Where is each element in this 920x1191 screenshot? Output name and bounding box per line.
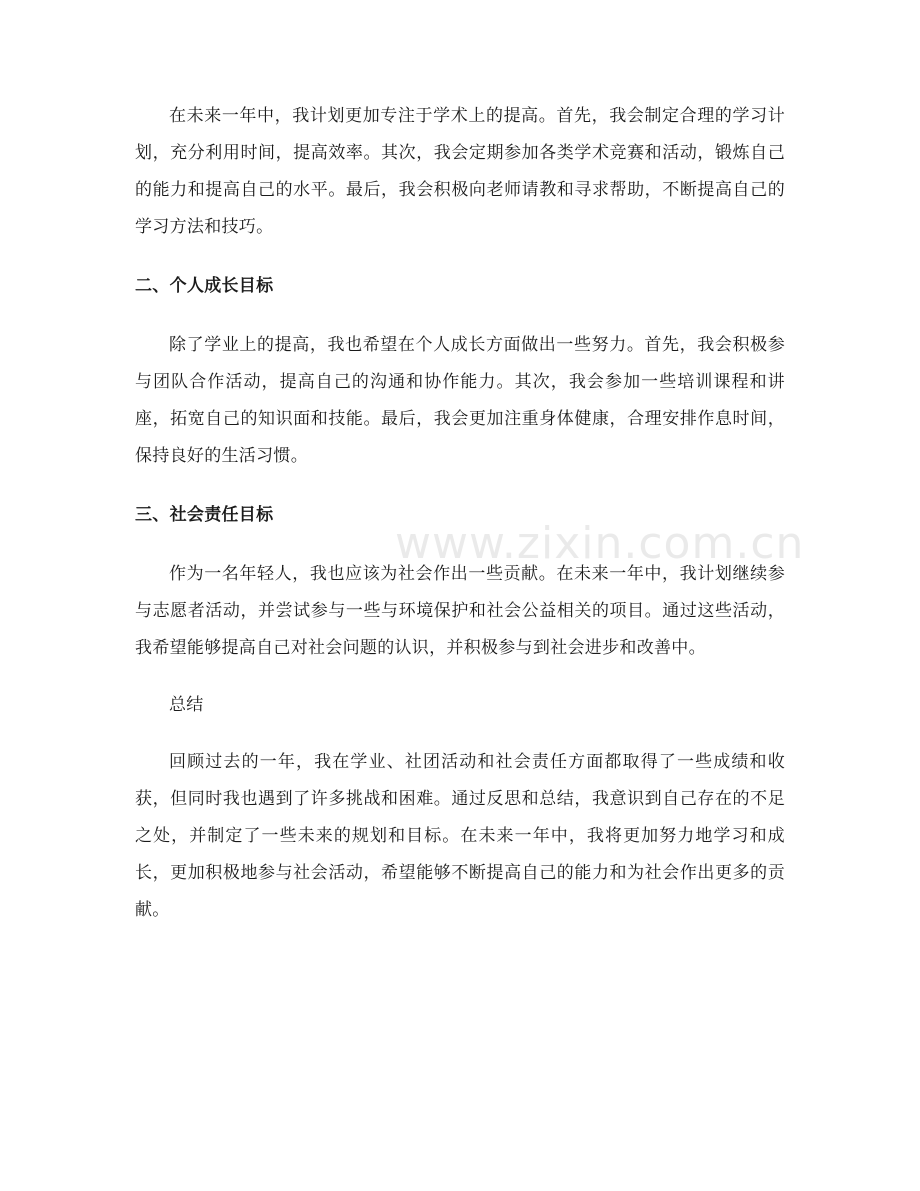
paragraph-summary: 回顾过去的一年，我在学业、社团活动和社会责任方面都取得了一些成绩和收获，但同时我也遇到了许多挑战和困难。通过反思和总结，我意识到自己存在的不足之处，并制定了一些未来的规划和目标。在未来一年中，我将更加努力地学习和成长，更加积极地参与社会活动，希望能够不断提高自己的能力和为社会作出更多的贡献。 <box>135 752 785 920</box>
heading-social-responsibility: 三、社会责任目标 <box>135 505 274 525</box>
paragraph-social-responsibility: 作为一名年轻人，我也应该为社会作出一些贡献。在未来一年中，我计划继续参与志愿者活动，并尝试参与一些与环境保护和社会公益相关的项目。通过这些活动，我希望能够提高自己对社会问题的认识，并积极参与到社会进步和改善中。 <box>135 564 785 658</box>
summary-label: 总结 <box>169 695 204 715</box>
paragraph-personal-growth: 除了学业上的提高，我也希望在个人成长方面做出一些努力。首先，我会积极参与团队合作活动，提高自己的沟通和协作能力。其次，我会参加一些培训课程和讲座，拓宽自己的知识面和技能。最后，我会更加注重身体健康，合理安排作息时间，保持良好的生活习惯。 <box>135 335 785 466</box>
watermark: www.zixin.com.cn <box>395 518 805 569</box>
paragraph-academic-goals: 在未来一年中，我计划更加专注于学术上的提高。首先，我会制定合理的学习计划，充分利用时间，提高效率。其次，我会定期参加各类学术竞赛和活动，锻炼自己的能力和提高自己的水平。最后，我会积极向老师请教和寻求帮助，不断提高自己的学习方法和技巧。 <box>135 106 785 237</box>
document-body <box>135 98 785 929</box>
heading-personal-growth: 二、个人成长目标 <box>135 276 274 296</box>
